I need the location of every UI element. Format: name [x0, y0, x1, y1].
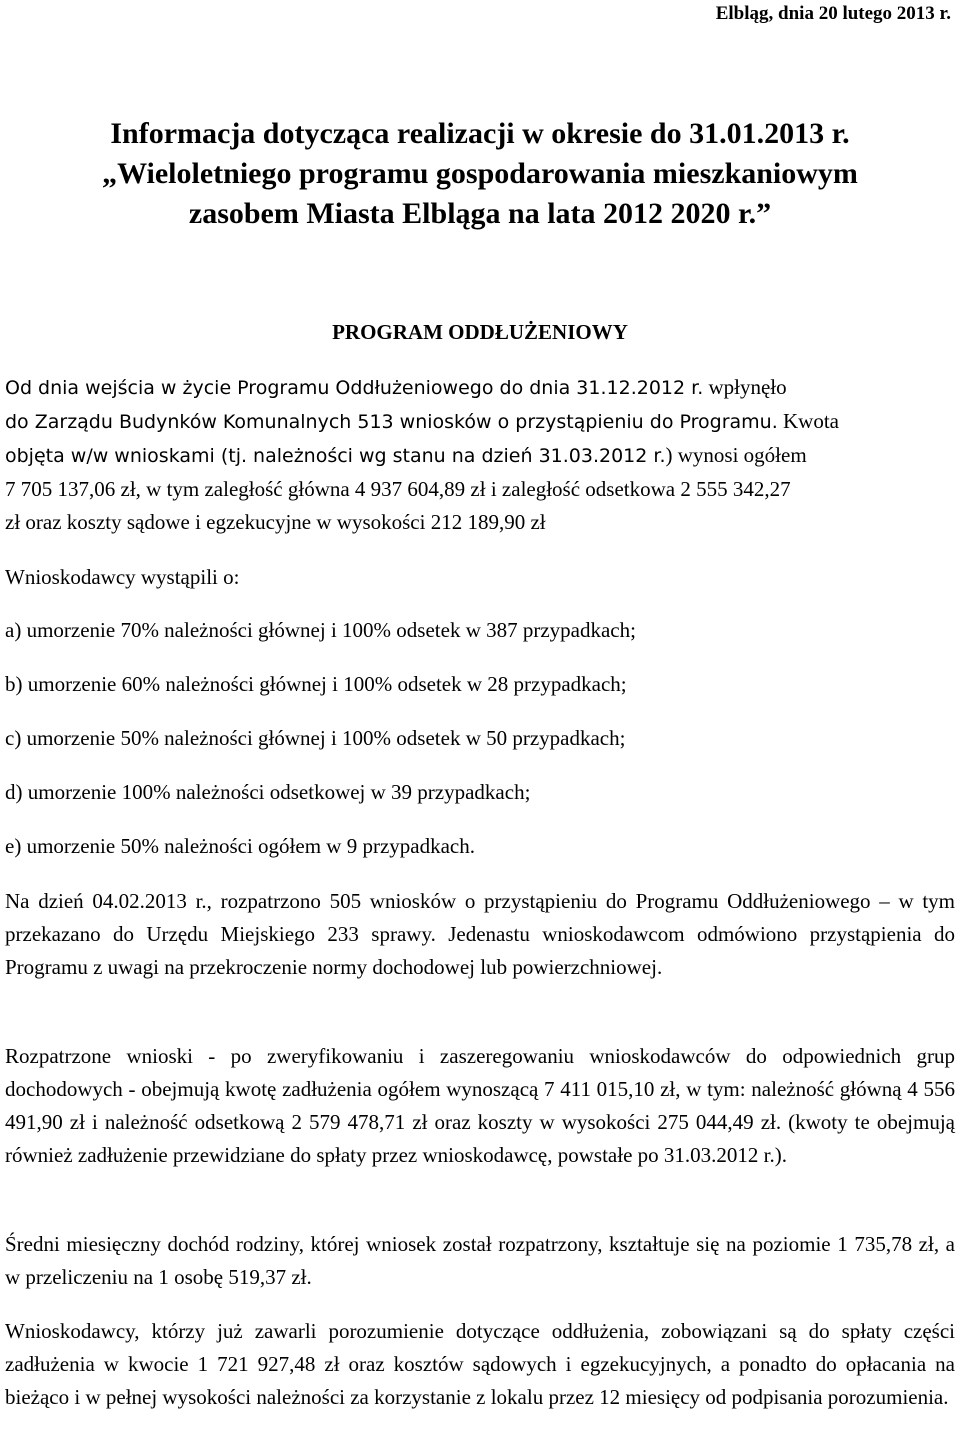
intro-paragraph — [5, 371, 955, 539]
agreement-paragraph: Wnioskodawcy, którzy już zawarli porozumienie dotyczące oddłużenia, zobowiązani są do spłaty części zadłużenia w kwocie 1 721 927,48 zł oraz kosztów sądowych i egzekucyjnych, a ponadto do opłacania na bieżąco i w pełnej wysokości należności za korzystanie z lokalu przez 12 miesięcy od podpisania porozumienia. — [5, 1319, 955, 1409]
document-date: Elbląg, dnia 20 lutego 2013 r. — [715, 3, 951, 24]
list-item-c: c) umorzenie 50% należności głównej i 100% odsetek w 50 przypadkach; — [5, 726, 626, 750]
intro-line-5: zł oraz koszty sądowe i egzekucyjne w wysokości 212 189,90 zł — [5, 510, 546, 534]
reviewed-paragraph: Rozpatrzone wnioski - po zweryfikowaniu i zaszeregowaniu wnioskodawców do odpowiednich grup dochodowych - obejmują kwotę zadłużenia ogółem wynoszącą 7 411 015,10 zł, w tym: należność główną 4 556 491,90 zł i należność odsetkową 2 579 478,71 zł oraz koszty w wysokości 275 044,49 zł. (kwoty te obejmują również zadłużenie przewidziane do spłaty przez wnioskodawcę, powstałe po 31.03.2012 r.). — [5, 1044, 955, 1167]
title-line-2: „Wieloletniego programu gospodarowania mieszkaniowym — [102, 157, 858, 190]
title-line-3: zasobem Miasta Elbląga na lata 2012 2020 r.” — [188, 197, 772, 230]
list-item-b: b) umorzenie 60% należności głównej i 100% odsetek w 28 przypadkach; — [5, 672, 627, 696]
intro-line-4: 7 705 137,06 zł, w tym zaległość główna 4 937 604,89 zł i zaległość odsetkowa 2 555 342,27 — [5, 477, 791, 501]
status-paragraph: Na dzień 04.02.2013 r., rozpatrzono 505 wniosków o przystąpieniu do Programu Oddłużeniowego – w tym przekazano do Urzędu Miejskiego 233 sprawy. Jedenastu wnioskodawcom odmówiono przystąpienia do Programu z uwagi na przekroczenie normy dochodowej lub powierzchniowej. — [5, 889, 955, 979]
income-paragraph: Średni miesięczny dochód rodziny, której wniosek został rozpatrzony, kształtuje się na poziomie 1 735,78 zł, a w przeliczeniu na 1 osobę 519,37 zł. — [5, 1232, 955, 1289]
intro-line-3: objęta w/w wnioskami (tj. należności wg stanu na dzień 31.03.2012 r.) wynosi ogółem — [5, 443, 807, 467]
title-line-1: Informacja dotycząca realizacji w okresie do 31.01.2013 r. — [110, 117, 850, 150]
applicants-label: Wnioskodawcy wystąpili o: — [5, 565, 240, 589]
list-item-d: d) umorzenie 100% należności odsetkowej w 39 przypadkach; — [5, 780, 531, 804]
section-heading: PROGRAM ODDŁUŻENIOWY — [332, 320, 628, 344]
intro-line-2: do Zarządu Budynków Komunalnych 513 wniosków o przystąpieniu do Programu. Kwota — [5, 409, 839, 433]
intro-line-1: Od dnia wejścia w życie Programu Oddłużeniowego do dnia 31.12.2012 r. wpłynęło — [5, 375, 787, 399]
document-title — [0, 114, 960, 234]
list-item-a: a) umorzenie 70% należności głównej i 100% odsetek w 387 przypadkach; — [5, 618, 636, 642]
list-item-e: e) umorzenie 50% należności ogółem w 9 przypadkach. — [5, 834, 475, 858]
